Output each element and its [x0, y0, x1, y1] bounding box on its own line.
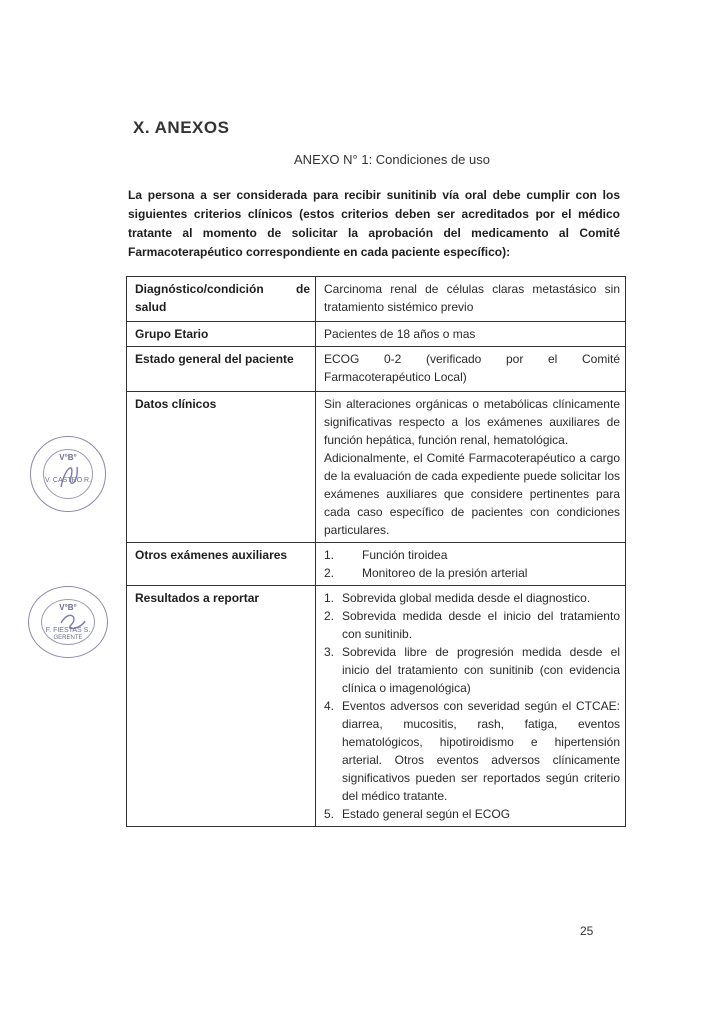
row-label-part: Diagnóstico/condición [135, 282, 264, 296]
list-item [324, 805, 620, 823]
list-text: Sobrevida medida desde el inicio del tratamiento con sunitinib. [342, 609, 620, 641]
row-label: Grupo Etario [127, 322, 316, 347]
row-value-paragraph: Sin alteraciones orgánicas o metabólicas clínicamente significativas respecto a los exámenes auxiliares de función hepática, función renal, hematológica. [324, 397, 620, 447]
results-list [324, 589, 620, 823]
table-row-datos-clinicos [127, 392, 626, 543]
row-label: Otros exámenes auxiliares [127, 543, 316, 586]
list-item [324, 564, 620, 582]
annex-title: ANEXO N° 1: Condiciones de uso [294, 152, 490, 167]
list-number: 2. [324, 609, 335, 623]
row-value-paragraph: Adicionalmente, el Comité Farmacoterapéutico a cargo de la evaluación de cada expediente puede solicitar los exámenes auxiliares que considere pertinentes para cada caso específico de pacientes con condiciones particulares. [324, 451, 620, 537]
list-item [324, 589, 620, 607]
conditions-table [126, 276, 626, 827]
list-text: Función tiroidea [362, 548, 448, 562]
list-text: Monitoreo de la presión arterial [362, 566, 528, 580]
list-number: 1. [324, 591, 335, 605]
table-row-resultados [127, 586, 626, 827]
list-text: Eventos adversos con severidad según el CTCAE: diarrea, mucositis, rash, fatiga, eventos hematológicos, hipotiroidismo e hipertensión arterial. Otros eventos adversos clínicamente significativos pueden ser reportados según criterio del médico tratante. [342, 699, 620, 803]
list-number: 5. [324, 807, 335, 821]
list-item [324, 546, 620, 564]
seal-vb: V°B° [59, 453, 77, 462]
row-label: Resultados a reportar [127, 586, 316, 827]
list-number: 2. [324, 566, 335, 580]
row-label [127, 277, 316, 322]
signature-icon [31, 437, 107, 513]
row-value [316, 392, 626, 543]
exam-list [324, 546, 620, 582]
section-title: X. ANEXOS [133, 118, 230, 137]
row-value [316, 586, 626, 827]
list-number: 1. [324, 548, 335, 562]
list-text: Sobrevida libre de progresión medida desde el inicio del tratamiento con sunitinib (con evidencia clínica o imagenológica) [342, 645, 620, 695]
table-row-diagnostico [127, 277, 626, 322]
approval-seal-2 [28, 586, 108, 658]
approval-seal-1 [30, 436, 106, 512]
row-label-part: salud [135, 300, 167, 314]
list-text: Estado general según el ECOG [342, 807, 511, 821]
list-item [324, 643, 620, 697]
page-number: 25 [580, 924, 594, 938]
row-label-part: de [295, 282, 310, 296]
list-number: 3. [324, 645, 335, 659]
seal-name: F. FIESTAS S. [45, 627, 91, 634]
signature-icon [29, 587, 109, 659]
row-value [316, 543, 626, 586]
row-value: Carcinoma renal de células claras metastásico sin tratamiento sistémico previo [316, 277, 626, 322]
table-row-grupo-etario [127, 322, 626, 347]
table-row-estado-general [127, 347, 626, 392]
row-value: ECOG 0-2 (verificado por el Comité Farmacoterapéutico Local) [316, 347, 626, 392]
seal-role: GERENTE [53, 635, 83, 641]
table-row-otros-examenes [127, 543, 626, 586]
seal-vb: V°B° [59, 603, 77, 612]
intro-paragraph: La persona a ser considerada para recibir sunitinib vía oral debe cumplir con los siguientes criterios clínicos (estos criterios deben ser acreditados por el médico tratante al momento de solicitar la aprobación del medicamento al Comité Farmacoterapéutico correspondiente en cada paciente específico): [128, 188, 620, 259]
seal-name: V. CASTRO R. [44, 477, 92, 484]
row-label: Estado general del paciente [127, 347, 316, 392]
list-number: 4. [324, 699, 335, 713]
list-item [324, 607, 620, 643]
row-label: Datos clínicos [127, 392, 316, 543]
row-value: Pacientes de 18 años o mas [316, 322, 626, 347]
list-item [324, 697, 620, 805]
list-text: Sobrevida global medida desde el diagnostico. [342, 591, 591, 605]
